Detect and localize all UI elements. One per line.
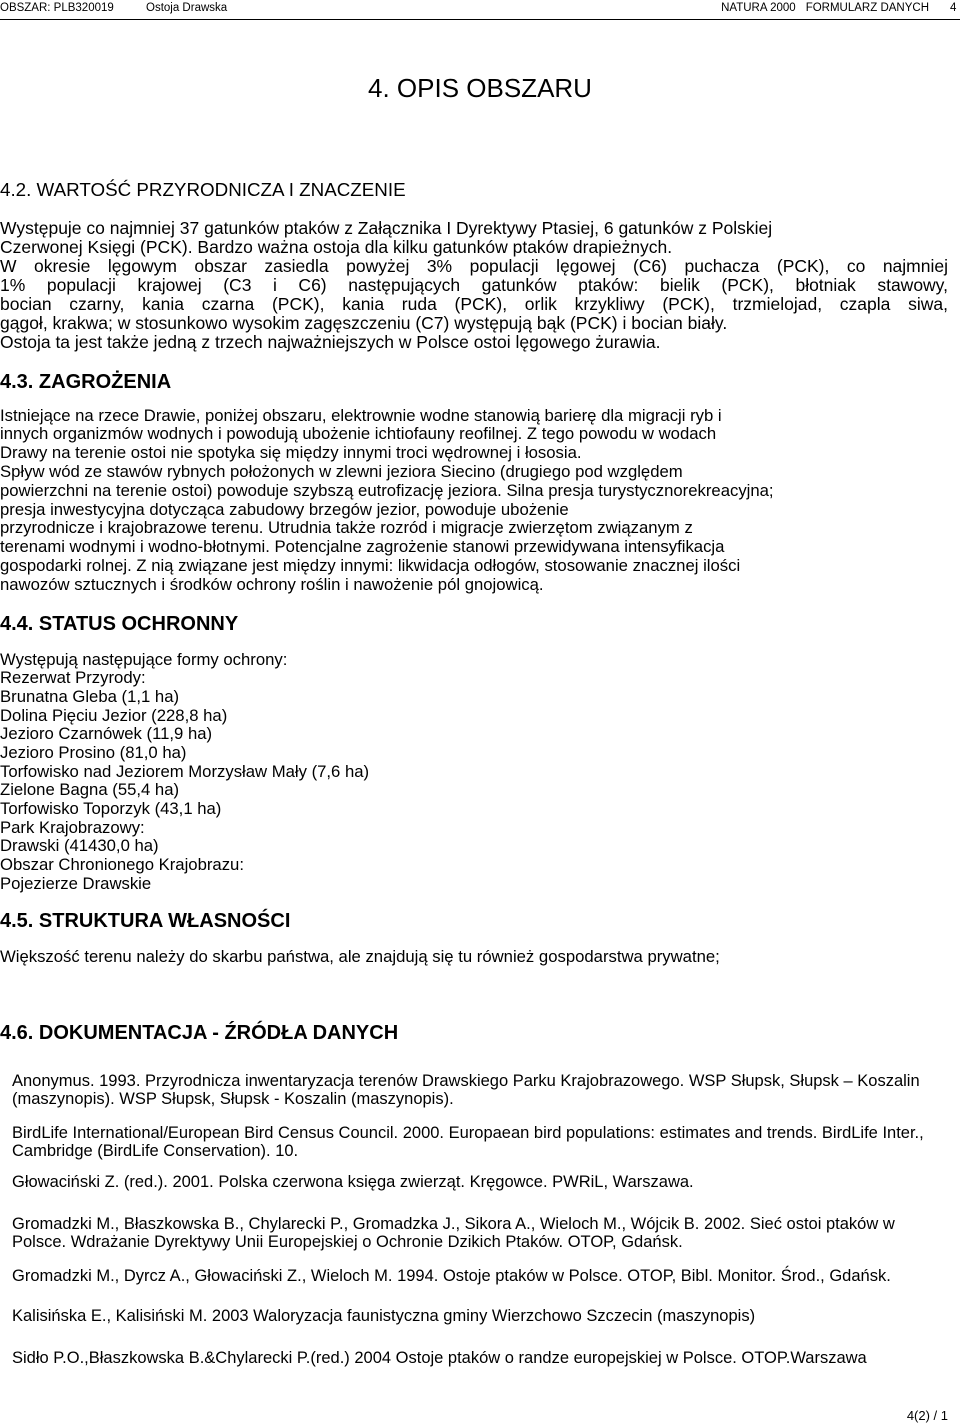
text-line: presja inwestycyjna dotycząca zabudowy brzegów jezior, powoduje ubożenie	[0, 499, 569, 519]
text-line: Spływ wód ze stawów rybnych położonych w zlewni jeziora Siecino (drugiego pod względem	[0, 461, 683, 481]
reference-item	[12, 1124, 924, 1162]
page-footer-number: 4(2) / 1	[906, 1408, 948, 1423]
text-line: Większość terenu należy do skarbu państwa, ale znajdują się tu również gospodarstwa prywatne;	[0, 946, 720, 966]
reference-line: Gromadzki M., Błaszkowska B., Chylarecki P., Gromadzka J., Sikora A., Wieloch M., Wójcik B. 2002. Sieć ostoi ptaków w	[12, 1214, 895, 1233]
protection-category: Park Krajobrazowy:	[0, 817, 145, 837]
protected-area-item: Torfowisko nad Jeziorem Morzysław Mały (7,6 ha)	[0, 761, 370, 781]
header-site-name: Ostoja Drawska	[146, 2, 228, 14]
text-line: Czerwonej Księgi (PCK). Bardzo ważna ostoja dla kilku gatunków ptaków drapieżnych.	[0, 236, 673, 257]
section-heading-4-4: 4.4. STATUS OCHRONNY	[0, 613, 239, 635]
text-line: bocian czarny, kania czarna (PCK), kania ruda (PCK), orlik krzykliwy (PCK), trzmielojad, czapla siwa,	[0, 293, 948, 314]
reference-line: Kalisińska E., Kalisiński M. 2003 Waloryzacja faunistyczna gminy Wierzchowo Szczecin (maszynopis)	[12, 1306, 756, 1325]
reference-item	[12, 1307, 755, 1326]
text-line: 1% populacji krajowej (C3 i C6) następujących gatunków ptaków: bielik (PCK), błotniak stawowy,	[0, 274, 948, 295]
text-line: Występują następujące formy ochrony:	[0, 649, 288, 669]
section-heading-4-5: 4.5. STRUKTURA WŁASNOŚCI	[0, 910, 291, 932]
reference-line: Polsce. Wdrażanie Dyrektywy Unii Europejskiej o Ochronie Dzikich Ptaków. OTOP, Gdańsk.	[12, 1233, 683, 1252]
text-line: gospodarki rolnej. Z nią związane jest między innymi: likwidacja odłogów, stosowanie znacznej ilości	[0, 555, 741, 575]
reference-line: Gromadzki M., Dyrcz A., Głowaciński Z., Wieloch M. 1994. Ostoje ptaków w Polsce. OTOP, Bibl. Monitor. Środ., Gdańsk.	[12, 1266, 891, 1285]
section-4-3-text	[0, 407, 774, 595]
protected-area-item: Dolina Pięciu Jezior (228,8 ha)	[0, 705, 228, 725]
protected-area-item: Drawski (41430,0 ha)	[0, 836, 159, 856]
protection-category: Rezerwat Przyrody:	[0, 668, 146, 688]
text-line: powierzchni na terenie ostoi) powoduje szybszą eutrofizację jeziora. Silna presja turystycznorekreacyjna;	[0, 480, 774, 500]
section-heading-4-2: 4.2. WARTOŚĆ PRZYRODNICZA I ZNACZENIE	[0, 179, 406, 200]
protected-area-item: Jezioro Czarnówek (11,9 ha)	[0, 724, 213, 744]
text-line: nawozów sztucznych i środków ochrony roślin i nawożenie pól gnojowicą.	[0, 574, 544, 594]
reference-item	[12, 1349, 867, 1368]
text-line: Drawy na terenie ostoi nie spotyka się między innymi troci wędrownej i łososia.	[0, 443, 582, 463]
reference-line: Anonymus. 1993. Przyrodnicza inwentaryzacja terenów Drawskiego Parku Krajobrazowego. WSP Słupsk, Słupsk – Koszalin	[12, 1071, 920, 1090]
protection-category: Obszar Chronionego Krajobrazu:	[0, 855, 244, 875]
text-line: Istniejące na rzece Drawie, poniżej obszaru, elektrownie wodne stanowią barierę dla migracji ryb i	[0, 405, 722, 425]
text-line: Występuje co najmniej 37 gatunków ptaków z Załącznika I Dyrektywy Ptasiej, 6 gatunków z Polskiej	[0, 217, 773, 238]
protected-area-item: Jezioro Prosino (81,0 ha)	[0, 743, 187, 763]
page-title: 4. OPIS OBSZARU	[368, 73, 592, 103]
section-4-4-text	[0, 651, 369, 894]
text-line: W okresie lęgowym obszar zasiedla powyżej 3% populacji lęgowej (C6) puchacza (PCK), co najmniej	[0, 255, 948, 276]
protected-area-item: Brunatna Gleba (1,1 ha)	[0, 687, 180, 707]
header-rule	[0, 19, 960, 20]
section-heading-4-6: 4.6. DOKUMENTACJA - ŹRÓDŁA DANYCH	[0, 1022, 399, 1044]
protected-area-item: Torfowisko Toporzyk (43,1 ha)	[0, 799, 222, 819]
reference-line: Sidło P.O.,Błaszkowska B.&Chylarecki P.(red.) 2004 Ostoje ptaków o randze europejskiej w Polsce. OTOP.Warszawa	[12, 1348, 867, 1367]
reference-line: BirdLife International/European Bird Census Council. 2000. Europaean bird populations: estimates and trends. BirdLife Inter.,	[12, 1123, 924, 1142]
reference-line: Głowaciński Z. (red.). 2001. Polska czerwona księga zwierząt. Kręgowce. PWRiL, Warszawa.	[12, 1172, 694, 1191]
text-line: terenami wodnymi i wodno-błotnymi. Potencjalne zagrożenie stanowi przewidywana intensyfikacja	[0, 537, 725, 557]
header-site-code: OBSZAR: PLB320019	[0, 2, 114, 14]
text-line: Ostoja ta jest także jedną z trzech najważniejszych w Polsce ostoi lęgowego żurawia.	[0, 331, 661, 352]
reference-line: Cambridge (BirdLife Conservation). 10.	[12, 1142, 299, 1161]
reference-item	[12, 1173, 694, 1192]
header-form-label	[721, 1, 929, 15]
reference-line: (maszynopis). WSP Słupsk, Słupsk - Koszalin (maszynopis).	[12, 1090, 454, 1109]
header-page-number: 4	[950, 2, 957, 14]
protected-area-item: Pojezierze Drawskie	[0, 873, 152, 893]
reference-item	[12, 1267, 891, 1286]
section-heading-4-3: 4.3. ZAGROŻENIA	[0, 371, 172, 393]
text-line: przyrodnicze i krajobrazowe terenu. Utrudnia także rozród i migracje zwierzętom związanym z	[0, 518, 693, 538]
reference-item	[12, 1215, 895, 1253]
section-4-2-text	[0, 219, 948, 352]
text-line: innych organizmów wodnych i powodują ubożenie ichtiofauny reofilnej. Z tego powodu w wodach	[0, 424, 717, 444]
header-form-name: FORMULARZ DANYCH	[805, 2, 929, 14]
reference-item	[12, 1072, 920, 1110]
section-4-5-text	[0, 947, 720, 966]
protected-area-item: Zielone Bagna (55,4 ha)	[0, 780, 180, 800]
header-form-program: NATURA 2000	[721, 2, 796, 14]
text-line: gągoł, krakwa; w stosunkowo wysokim zagęszczeniu (C7) występują bąk (PCK) i bocian biały.	[0, 312, 728, 333]
